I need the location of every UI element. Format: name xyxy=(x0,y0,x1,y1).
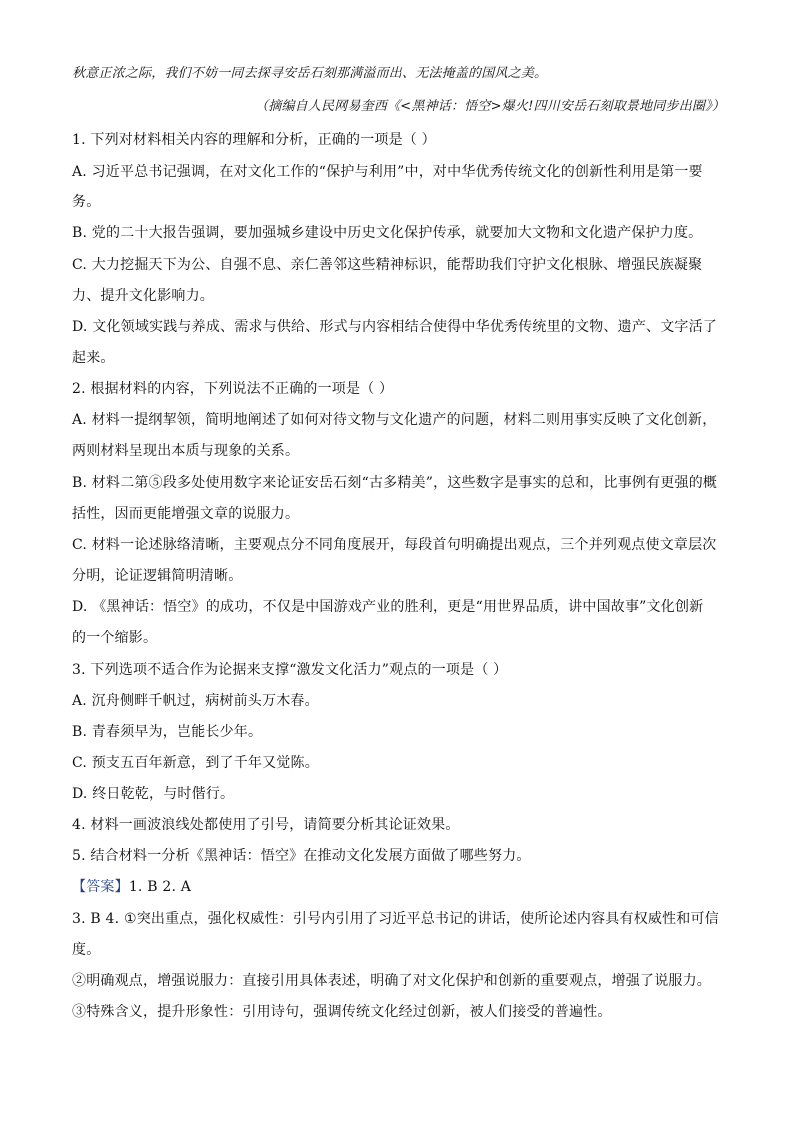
question-1-option-a: A. 习近平总书记强调，在对文化工作的“保护与利用”中，对中华优秀传统文化的创新性利用是第一要 xyxy=(72,164,703,180)
question-5-stem: 5. 结合材料一分析《黑神话：悟空》在推动文化发展方面做了哪些努力。 xyxy=(72,848,531,864)
answer-tag: 【答案】 xyxy=(72,879,129,895)
question-2-option-a-cont: 两则材料呈现出本质与现象的关系。 xyxy=(72,443,300,459)
question-3-stem: 3. 下列选项不适合作为论据来支撑“激发文化活力”观点的一项是（ ） xyxy=(72,662,508,678)
question-1-option-a-cont: 务。 xyxy=(72,194,101,210)
question-2-stem: 2. 根据材料的内容，下列说法不正确的一项是（ ） xyxy=(72,381,394,397)
answer-line-4: ③特殊含义，提升形象性：引用诗句，强调传统文化经过创新，被人们接受的普遍性。 xyxy=(72,1004,612,1020)
question-1-stem: 1. 下列对材料相关内容的理解和分析，正确的一项是（ ） xyxy=(72,132,436,148)
answer-line-1 xyxy=(72,877,722,897)
question-1-option-b: B. 党的二十大报告强调，要加强城乡建设中历史文化保护传承，就要加大文物和文化遗产保护力度。 xyxy=(72,225,703,241)
answer-line-2-cont: 度。 xyxy=(72,942,101,958)
question-3-option-d: D. 终日乾乾，与时偕行。 xyxy=(72,786,235,802)
question-1-option-d: D. 文化领域实践与养成、需求与供给、形式与内容相结合使得中华优秀传统里的文物、遗产、文字活了 xyxy=(72,319,718,335)
question-1-option-c-cont: 力、提升文化影响力。 xyxy=(72,288,214,304)
question-2-option-c: C. 材料一论述脉络清晰，主要观点分不同角度展开，每段首句明确提出观点，三个并列观点使文章层次 xyxy=(72,537,717,553)
passage-source: （摘编自人民网易奎西《<黑神话：悟空>爆火!四川安岳石刻取景地同步出圈》） xyxy=(255,99,725,114)
question-2-option-c-cont: 分明，论证逻辑简明清晰。 xyxy=(72,568,243,584)
passage-closing-line: 秋意正浓之际，我们不妨一同去探寻安岳石刻那满溢而出、无法掩盖的国风之美。 xyxy=(72,66,548,81)
question-2-option-b-cont: 括性，因而更能增强文章的说服力。 xyxy=(72,506,300,522)
question-1-option-c: C. 大力挖掘天下为公、自强不息、亲仁善邻这些精神标识，能帮助我们守护文化根脉、增强民族凝聚 xyxy=(72,257,703,273)
question-2-option-b: B. 材料二第⑤段多处使用数字来论证安岳石刻“古多精美”，这些数字是事实的总和，比事例有更强的概 xyxy=(72,475,718,491)
question-4-stem: 4. 材料一画波浪线处都使用了引号，请简要分析其论证效果。 xyxy=(72,817,460,833)
answer-line-3: ②明确观点，增强说服力：直接引用具体表述，明确了对文化保护和创新的重要观点，增强了说服力。 xyxy=(72,973,711,989)
question-3-option-b: B. 青春须早为，岂能长少年。 xyxy=(72,724,263,740)
question-2-option-d: D. 《黑神话：悟空》的成功，不仅是中国游戏产业的胜利，更是“用世界品质，讲中国故事”文化创新 xyxy=(72,599,704,615)
answer-line-2: 3. B 4. ①突出重点，强化权威性：引号内引用了习近平总书记的讲话，使所论述内容具有权威性和可信 xyxy=(72,911,719,927)
question-3-option-a: A. 沉舟侧畔千帆过，病树前头万木春。 xyxy=(72,693,319,709)
question-3-option-c: C. 预支五百年新意，到了千年又觉陈。 xyxy=(72,755,319,771)
answer-1-2: 1. B 2. A xyxy=(128,879,192,895)
question-1-option-d-cont: 起来。 xyxy=(72,350,115,366)
question-2-option-a: A. 材料一提纲挈领，简明地阐述了如何对待文物与文化遗产的问题，材料二则用事实反映了文化创新， xyxy=(72,412,717,428)
question-2-option-d-cont: 的一个缩影。 xyxy=(72,630,158,646)
